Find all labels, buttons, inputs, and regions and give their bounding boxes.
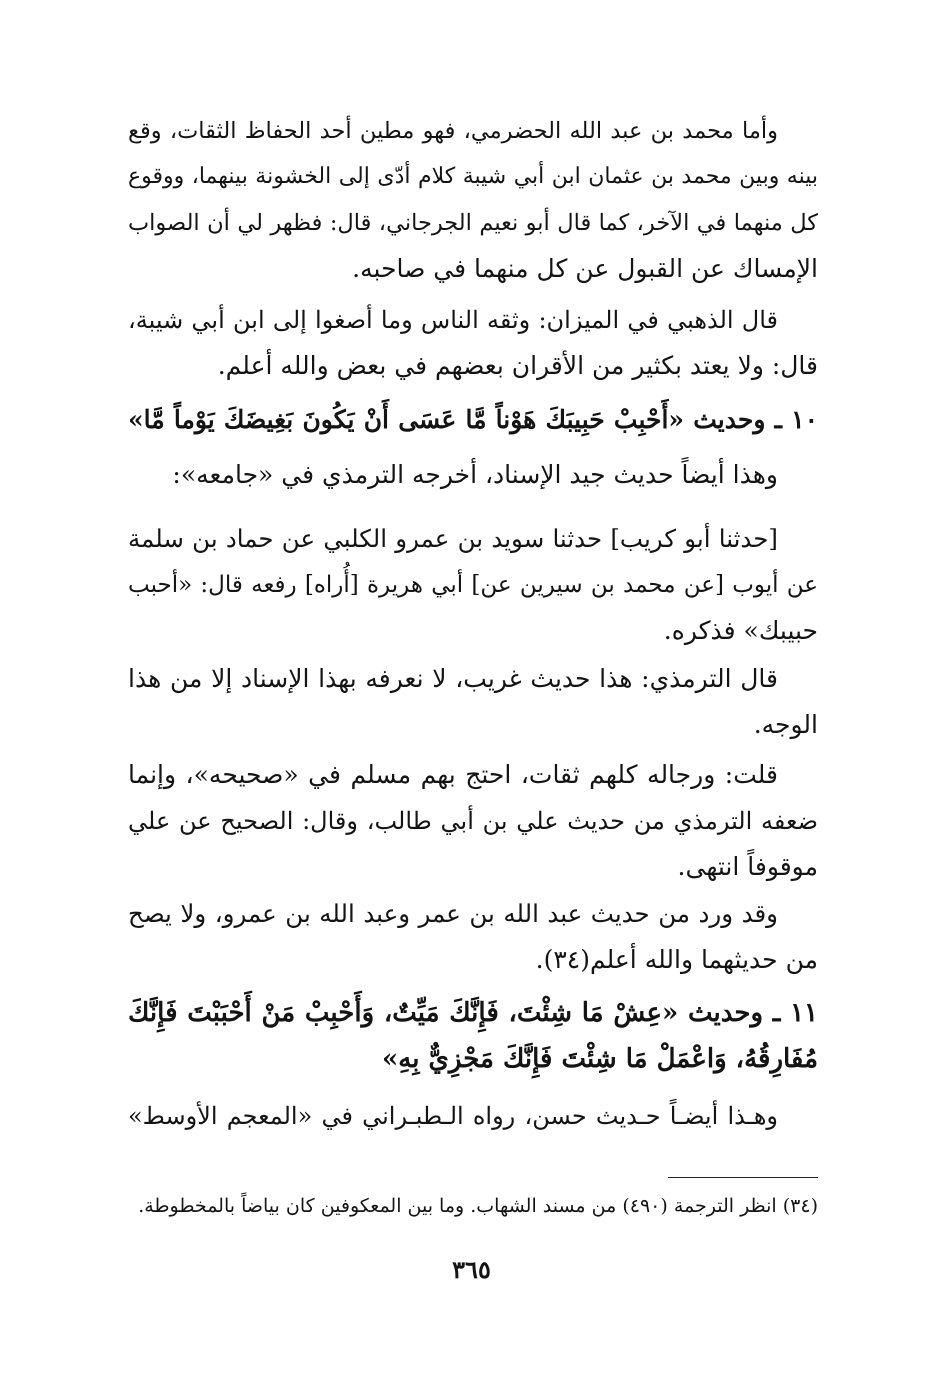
- text-line: مُفَارِقُهُ، وَاعْمَلْ مَا شِئْتَ فَإِنَّكَ مَجْزِيٌّ بِهِ»: [382, 1044, 818, 1074]
- text-line: عن أيوب [عن محمد بن سيرين عن] أبي هريرة [أُراه] رفعه قال: «أحبب: [128, 572, 818, 598]
- hadith-heading-11: [128, 990, 818, 1082]
- text-line: [حدثنا أبو كريب] حدثنا سويد بن عمرو الكلبي عن حماد بن سلمة: [128, 524, 778, 553]
- text-line: بينه وبين محمد بن عثمان ابن أبي شيبة كلام أدّى إلى الخشونة بينهما، ووقوع: [128, 164, 818, 189]
- hadith-heading-10: [128, 397, 818, 443]
- paragraph-4: [128, 516, 818, 654]
- paragraph-7: [128, 891, 818, 983]
- paragraph-6: [128, 752, 818, 890]
- text-line: قال الذهبي في الميزان: وثقه الناس وما أصغوا إلى ابن أبي شيبة،: [128, 306, 778, 334]
- footnote: (٣٤) انظر الترجمة (٤٩٠) من مسند الشهاب. وما بين المعكوفين كان بياضاً بالمخطوطة.: [138, 1195, 818, 1217]
- text-line: وهذا أيضاً حديث جيد الإسناد، أخرجه الترمذي في «جامعه»:: [172, 460, 778, 489]
- text-line: وقد ورد من حديث عبد الله بن عمر وعبد الله بن عمرو، ولا يصح: [128, 899, 778, 928]
- text-line: قال الترمذي: هذا حديث غريب، لا نعرفه بهذا الإسناد إلا من هذا: [128, 664, 778, 693]
- text-line: الإمساك عن القبول عن كل منهما في صاحبه.: [352, 254, 818, 283]
- paragraph-2: [128, 297, 818, 389]
- text-line: قال: ولا يعتد بكثير من الأقران بعضهم في بعض والله أعلم.: [217, 351, 818, 380]
- text-line: موقوفاً انتهى.: [677, 852, 818, 881]
- page-number: ٣٦٥: [452, 1255, 491, 1284]
- text-line: كل منهما في الآخر، كما قال أبو نعيم الجرجاني، قال: فظهر لي أن الصواب: [128, 210, 818, 236]
- paragraph-8: [128, 1093, 818, 1139]
- paragraph-3: [128, 452, 818, 498]
- text-line: وهـذا أيضـاً حـديث حسن، رواه الـطبـراني في «المعجم الأوسط»: [128, 1102, 778, 1130]
- footnote-divider: [668, 1177, 818, 1178]
- paragraph-1: [128, 108, 818, 292]
- text-line: الوجه.: [753, 710, 818, 739]
- text-line: من حديثهما والله أعلم(٣٤).: [535, 945, 818, 974]
- text-line: ضعفه الترمذي من حديث علي بن أبي طالب، وقال: الصحيح عن علي: [128, 807, 818, 835]
- text-line: وأما محمد بن عبد الله الحضرمي، فهو مطين أحد الحفاظ الثقات، وقع: [128, 118, 778, 144]
- text-line: ١٠ ـ وحديث «أَحْبِبْ حَبِيبَكَ هَوْناً مَّا عَسَى أَنْ يَكُونَ بَغِيضَكَ يَوْماً مَّا»: [128, 405, 818, 434]
- text-line: حبيبك» فذكره.: [663, 616, 818, 645]
- text-line: ١١ ـ وحديث «عِشْ مَا شِئْتَ، فَإِنَّكَ مَيِّتٌ، وَأَحْبِبْ مَنْ أَحْبَبْتَ فَإِنَّكَ: [128, 998, 818, 1028]
- paragraph-5: [128, 656, 818, 748]
- text-line: قلت: ورجاله كلهم ثقات، احتج بهم مسلم في «صحيحه»، وإنما: [128, 760, 778, 789]
